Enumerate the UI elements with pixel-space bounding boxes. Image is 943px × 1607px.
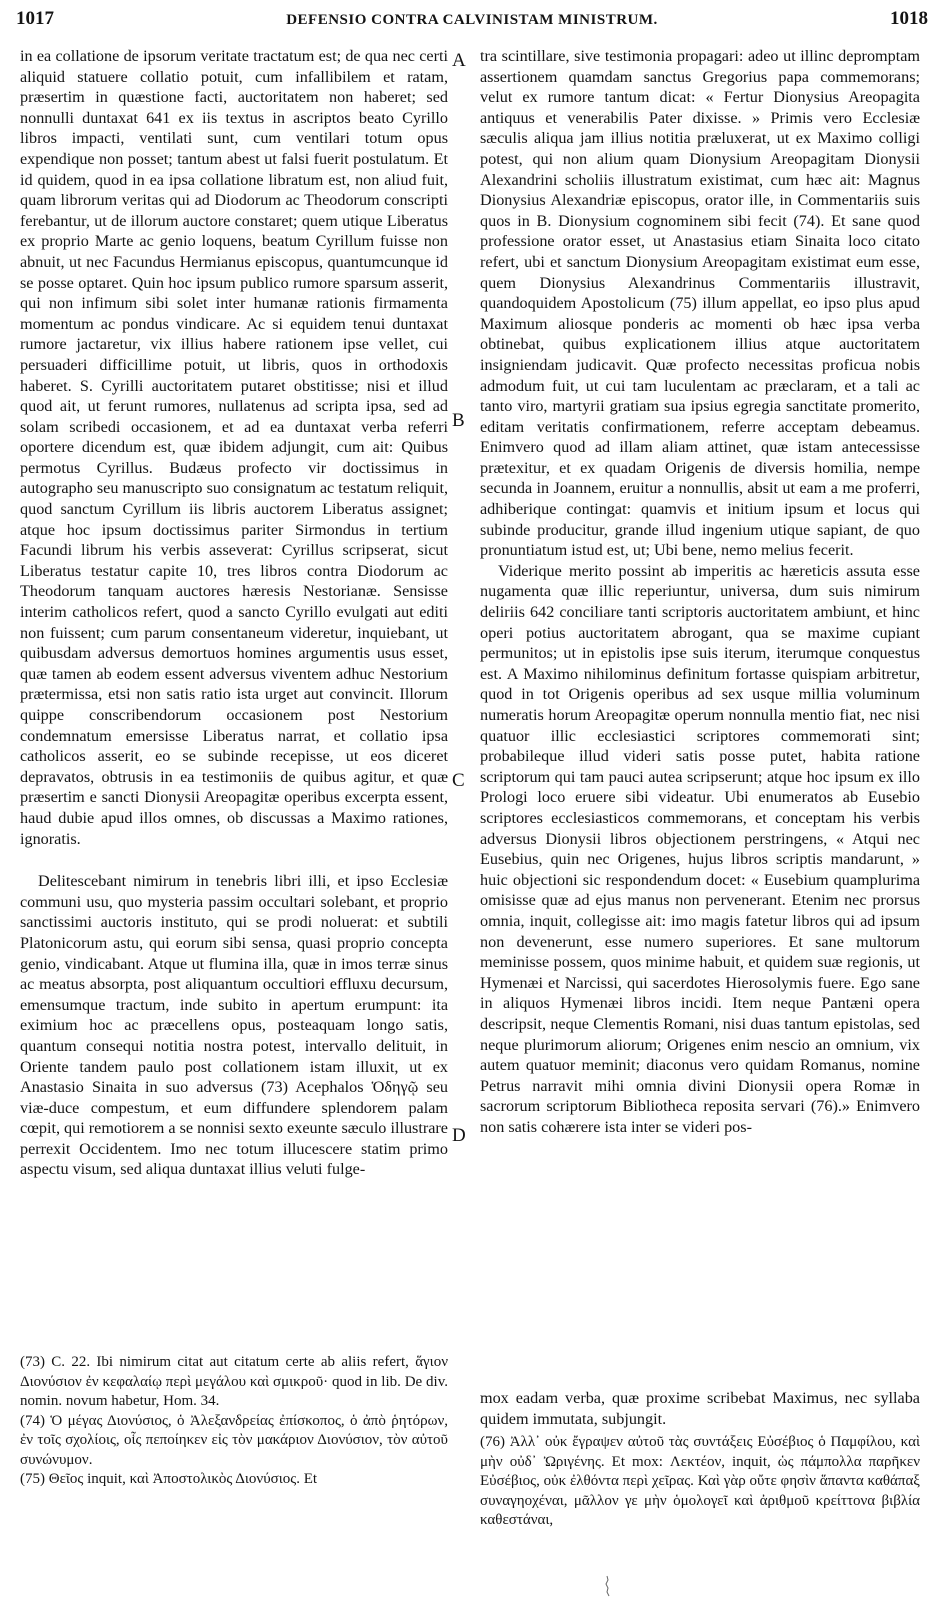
- ink-smudge-mark: [600, 1575, 614, 1597]
- margin-letter-b: B: [452, 410, 465, 431]
- left-paragraph-1: in ea collatione de ipsorum veritate tractatum est; de qua nec certi aliquid statuere collatio potuit, cum infallibilem et ratam, præsertim in quæstione facti, auctoritatem non haberet; sed nonnulli duntaxat 641 ex iis textus in ascriptos beato Cyrillo libros impacti, ventilati sunt, cum ventilari totum opus expendique non posset; tantum abest ut falsi fuerit postulatum. Et id quidem, quod in ea ipsa collatione libratum est, non aliud fuit, quam librorum veritas qui ad Diodorum ac Theodorum conscripti ferebantur, ut de illorum auctore constaret; quem utique Liberatus ex proprio Marte ac genio loquens, beatum Cyrillum fuisse non abnuit, ut nec Facundus Hermianus episcopus, quantumcunque id se posse optaret. Quin hoc ipsum publico rumore sparsum asserit, qui non infimum sibi solet inter humanæ rationis firmamenta momentum ac pondus vindicare. Ac si equidem tenui duntaxat rumore jactaretur, vix illius habere rationem ipse vellet, cui persuaderi difficillime potuit, ut libris, quos in orthodoxis haberet. S. Cyrilli auctoritatem putaret obstitisse; nisi et illud quod ait, ut ferunt rumores, nullatenus ad scripta ipsa, sed ad solam scribedi occasionem, et ad ea duntaxat verba referri oportere dicendum est, quæ ibidem adjungit, cum ait: Quibus permotus Cyrillus. Budæus profecto vir doctissimus in autographo seu manuscripto suo consignatum ac testatum reliquit, quod sanctum Cyrillum iis libris auctorem Liberatus assignet; atque hoc ipsum doctissimus pariter Sirmondus in tertium Facundi librum his verbis asseverat: Cyrillus scripserat, sicut Liberatus testatur capite 10, tres libros contra Diodorum ac Theodorum tanquam auctores hæresis Nestorianæ. Sensisse interim catholicos refert, quod a sancto Cyrillo evulgati aut editi non fuissent; cum parum consentaneum videretur, inquiebant, ut quibusdam adversus demortuos homines argumentis usus esset, quæ tamen ab eodem essent adversus viventem adhuc Nestorium prætermissa, etsi non satis ratio ista urget aut convincit. Illorum quippe conscribendorum occasionem post Nestorium condemnatum emersisse Liberatus narrat, et collatio ipsa catholicos asserit, eo se subinde recepisse, ut eos diceret depravatos, obtrusis in ea testimoniis de quibus agitur, et quæ præsertim e sancti Dionysii Areopagitæ operibus excerpta essent, haud dubie apud illos omnes, ob discussas a Maximo rationes, ignoratis.: [20, 47, 448, 848]
- running-title: DEFENSIO CONTRA CALVINISTAM MINISTRUM.: [286, 12, 658, 28]
- left-paragraph-2: Delitescebant nimirum in tenebris libri illi, et ipso Ecclesiæ communi usu, quo mysteria passim occultari solebant, et proprio sanctissimi auctoris instituto, qui se prodi noluerat: et subtili Platonicorum astu, qui eorum sibi sensa, quasi proprio concepta genio, vindicabant. Atque ut flumina illa, quæ in imos terræ sinus ac meatus absorpta, post aliquantum occultiori effluxu decursum, emensumque tractum, inde subito in apertum erumpunt: ita eximium hoc ac præcellens opus, posteaquam longo satis, quantum consequi notitia nostra potest, intervallo delituit, in Oriente tandem paulo post collationem istam illuxit, ut ex Anastasio Sinaita in suo adversus (73) Acephalos Ὁδηγῷ seu viæ-duce compestum, et eum diffundere splendorem palam cœpit, qui remotiorem a se nonnisi sexto exeunte sæculo illustrare perrexit Occidentem. Imo nec totum illucescere statim primo aspectu visum, sed aliqua duntaxat illius veluti fulge-: [20, 872, 448, 1179]
- margin-letter-d: D: [452, 1125, 466, 1146]
- right-column: [480, 46, 920, 1137]
- running-header: [16, 8, 928, 34]
- footnotes-left: [20, 1353, 448, 1490]
- footnote-74: (74) Ὁ μέγας Διονύσιος, ὁ Ἀλεξανδρείας ἐπίσκοπος, ὁ ἀπὸ ῥητόρων, ἐν τοῖς σχολίοις, οἷς πεποίηκεν εἰς τὸν μακάριον Διονύσιον, τὸν αὐτοῦ συνώνυμον.: [20, 1412, 448, 1468]
- footnote-75: (75) Θεῖος inquit, καὶ Ἀποστολικὸς Διονύσιος. Et: [20, 1471, 318, 1487]
- left-column: [20, 46, 448, 1180]
- footnote-73: (73) C. 22. Ibi nimirum citat aut citatum certe ab aliis refert, ἅγιον Διονύσιον ἐν κεφαλαίῳ περὶ μεγάλου καὶ σμικροῦ· quod in lib. De div. nomin. novum habetur, Hom. 34.: [20, 1354, 448, 1409]
- right-paragraph-2: Viderique merito possint ab imperitis ac hæreticis assuta esse nugamenta quæ illic reperiuntur, universa, dum suis nimirum deliriis 642 conciliare tanti scriptoris auctoritatem ambiunt, et hinc operi potius auctoritatem abrogant, qua se maxime cupiant permunitos; ut in epistolis ipse suis iterum, iterumque conquestus est. A Maximo nihilominus definitum fortasse quispiam arbitretur, quod in tot Origenis operibus ad sex usque millia voluminum numeratis horum Areopagitæ operum nonnulla mentio fiat, nec nisi quatuor illic ecclesiastici scriptores commemorati sint; probabileque illud videri satis posse putet, habita ratione scriptorum qui tam pauci autea scripserunt; atque hoc ipsum ex illo Prologi loco eruere sibi videatur. Ubi enumeratos ab Eusebio scriptores ecclesiasticos commemorans, et conceptam his verbis adversus Dionysii libros objectionem perstringens, « Atqui nec Eusebius, quin nec Origenes, hujus libros scriptis mandarunt, » huic objectioni sic respondendum docet: « Eusebium quamplurima omisisse quæ ad ejus manus non pervenerant. Etenim nec prorsus omnia, inquit, collegisse ait: imo magis fatetur libros qui ad ipsum non devenerunt, esse numero superiores. Et sane multorum meminisse possem, quos minime habuit, et quidem suæ regionis, ut Hymenæi et Narcissi, qui sacerdotes Hierosolymis fuere. Ego sane in aliquos Hymenæi libros incidi. Item neque Pantæni opera descripsit, neque Clementis Romani, nisi duas tantum epistolas, sed neque plurimorum aliorum; Origenes enim nescio an omnium, vix autem quatuor meminit; diaconus vero quidam Romanus, nomine Petrus narravit mihi omnia divini Dionysii opera Romæ in sacrorum scriptorum Bibliotheca reposita servari (76).» Enimvero non satis cohærere ista inter se videri pos-: [480, 561, 920, 1136]
- margin-letter-a: A: [452, 50, 466, 71]
- right-paragraph-3: mox eadam verba, quæ proxime scribebat Maximus, nec syllaba quidem immutata, subjungit.: [480, 1389, 920, 1428]
- footnote-76: (76) Ἀλλ᾽ οὐκ ἔγραψεν αὐτοῦ τὰς συντάξεις Εὐσέβιος ὁ Παμφίλου, καὶ μὴν οὐδ᾽ Ὠριγένης. Et mox: Λεκτέον, inquit, ὡς πάμπολλα παρῆκεν Εὐσέβιος, οὐκ ἐλθόντα περὶ χεῖρας. Καὶ γὰρ οὔτε φησὶν ἅπαντα καθάπαξ συναγηοχέναι, μᾶλλον γε μὴν ὁμολογεῖ καὶ ἀριθμοῦ κρείττονα βιβλία καθεστάναι,: [480, 1434, 920, 1529]
- page-number-left: 1017: [16, 8, 54, 29]
- page-number-right: 1018: [890, 8, 928, 29]
- margin-letter-c: C: [452, 770, 465, 791]
- footnotes-right: [480, 1388, 920, 1531]
- right-paragraph-1: tra scintillare, sive testimonia propagari: adeo ut illinc depromptam assertionem quamdam sanctus Gregorius papa commemorans; velut ex rumore tantum dicat: « Fertur Dionysius Areopagita antiquus et venerabilis Pater dixisse. » Primis vero Ecclesiæ sæculis aliqua jam illius notitia præluxerat, ut ex Maximo colligi potest, qui non alium quam Dionysium Areopagitam Dionysii Alexandrini scholiis illustratum existimat, cum hæc ait: Magnus Dionysius Alexandriæ episcopus, orator ille, in Commentariis suis quos in B. Dionysium cognominem sibi fecit (74). Et sane quod professione orator esset, ut Anastasius etiam Sinaita loco citato refert, ubi et sanctum Dionysium Areopagitam existimat eum esse, quem Dionysius Alexandrinus Commentariis illustravit, quandoquidem Apostolicum (75) illum appellat, eo ipso plus apud Maximum aliosque ponderis ac momenti ob hæc ipsa verba obtinebat, quibus explicationem illius atque auctoritatem insigniendam judicavit. Quæ profecto necessitas proficua nobis admodum fuit, ut cui tam luculentam ac præclaram, et a tali ac tanto viro, martyrii gratiam sua ipsius egregia sanctitate promerito, editam veritatis confirmationem, referre acceptam debeamus. Enimvero quod ad illam aliam attinet, quæ istam antecessisse prætexitur, et ex quadam Origenis de diversis homilia, nempe secunda in Joannem, eruitur a nonnullis, absit ut eam a me proferri, adhiberique contingat: quamvis et initium ipsum et locus qui subinde producitur, grande illud ingenium utique sapiant, de quo pronuntiatum istud est, ut; Ubi bene, nemo melius fecerit.: [480, 47, 920, 560]
